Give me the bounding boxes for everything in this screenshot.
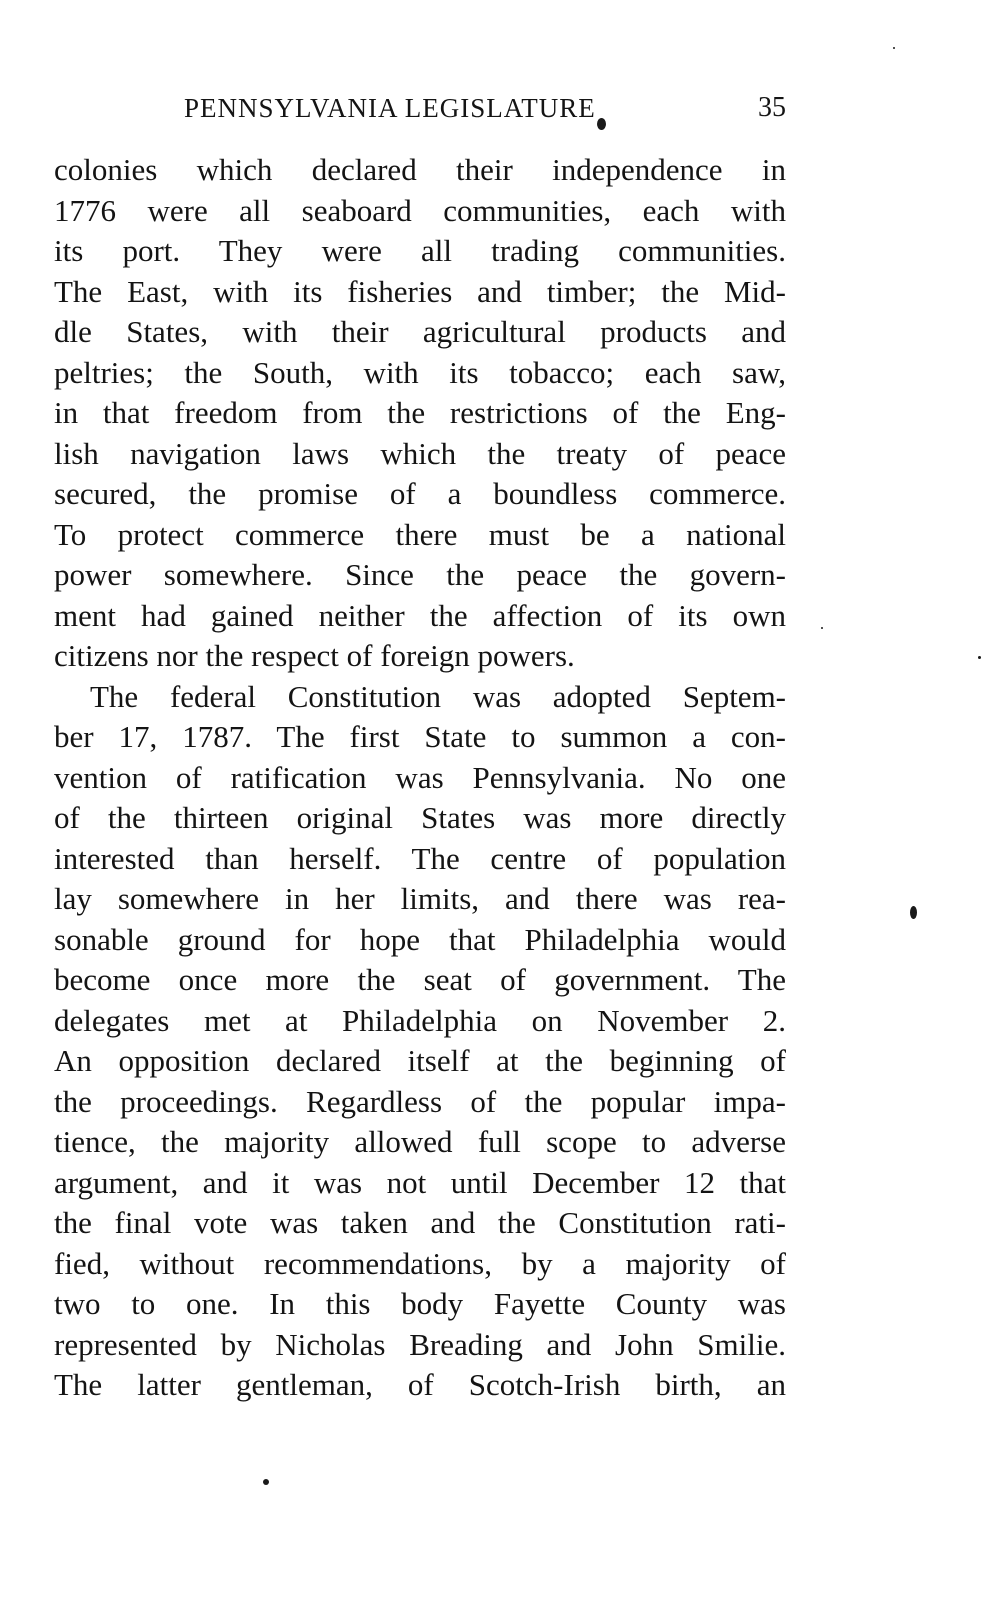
text-line: The East, with its fisheries and timber; the Mid- — [54, 273, 786, 309]
text-line: lish navigation laws which the treaty of peace — [54, 435, 786, 471]
running-head — [54, 88, 786, 128]
page-number: 35 — [758, 92, 786, 123]
text-line: tience, the majority allowed full scope to adverse — [54, 1124, 786, 1159]
text-line: power somewhere. Since the peace the govern- — [54, 557, 786, 592]
ink-speck — [263, 1479, 269, 1485]
ink-speck — [910, 906, 917, 919]
ink-speck — [597, 118, 606, 130]
text-line: citizens nor the respect of foreign powers. — [54, 638, 575, 673]
text-line: To protect commerce there must be a national — [54, 516, 786, 552]
text-line: peltries; the South, with its tobacco; each saw, — [54, 354, 786, 390]
text-line: represented by Nicholas Breading and John Smilie. — [54, 1326, 786, 1362]
text-line: two to one. In this body Fayette County was — [54, 1286, 786, 1321]
paragraph-2 — [54, 677, 786, 1406]
ink-speck — [893, 47, 895, 49]
text-line: its port. They were all trading communities. — [54, 233, 786, 268]
text-line: sonable ground for hope that Philadelphia would — [54, 921, 786, 957]
text-line: argument, and it was not until December 12 that — [54, 1164, 786, 1200]
text-line: of the thirteen original States was more directly — [54, 800, 786, 835]
text-line: interested than herself. The centre of population — [54, 840, 786, 876]
text-line: ber 17, 1787. The first State to summon a con- — [54, 719, 786, 754]
text-line: the proceedings. Regardless of the popular impa- — [54, 1083, 786, 1119]
paragraph-1 — [54, 150, 786, 677]
body-text — [54, 150, 786, 1406]
text-line: dle States, with their agricultural products and — [54, 314, 786, 349]
text-line: The federal Constitution was adopted Septem- — [90, 678, 786, 714]
running-title: PENNSYLVANIA LEGISLATURE — [184, 93, 596, 123]
text-line: The latter gentleman, of Scotch-Irish birth, an — [54, 1367, 786, 1402]
text-line: vention of ratification was Pennsylvania. No one — [54, 759, 786, 795]
text-line: secured, the promise of a boundless commerce. — [54, 476, 786, 511]
text-line: the final vote was taken and the Constitution rati- — [54, 1205, 786, 1240]
ink-speck — [978, 656, 981, 659]
text-line: ment had gained neither the affection of its own — [54, 597, 786, 633]
text-line: delegates met at Philadelphia on November 2. — [54, 1002, 786, 1038]
text-line: colonies which declared their independence in — [54, 152, 786, 187]
text-line: fied, without recommendations, by a majority of — [54, 1245, 786, 1281]
text-line: 1776 were all seaboard communities, each with — [54, 192, 786, 228]
ink-speck — [821, 627, 823, 629]
text-line: lay somewhere in her limits, and there was rea- — [54, 881, 786, 916]
text-line: An opposition declared itself at the beginning of — [54, 1043, 786, 1078]
text-line: become once more the seat of government. The — [54, 962, 786, 997]
text-line: in that freedom from the restrictions of the Eng- — [54, 395, 786, 430]
